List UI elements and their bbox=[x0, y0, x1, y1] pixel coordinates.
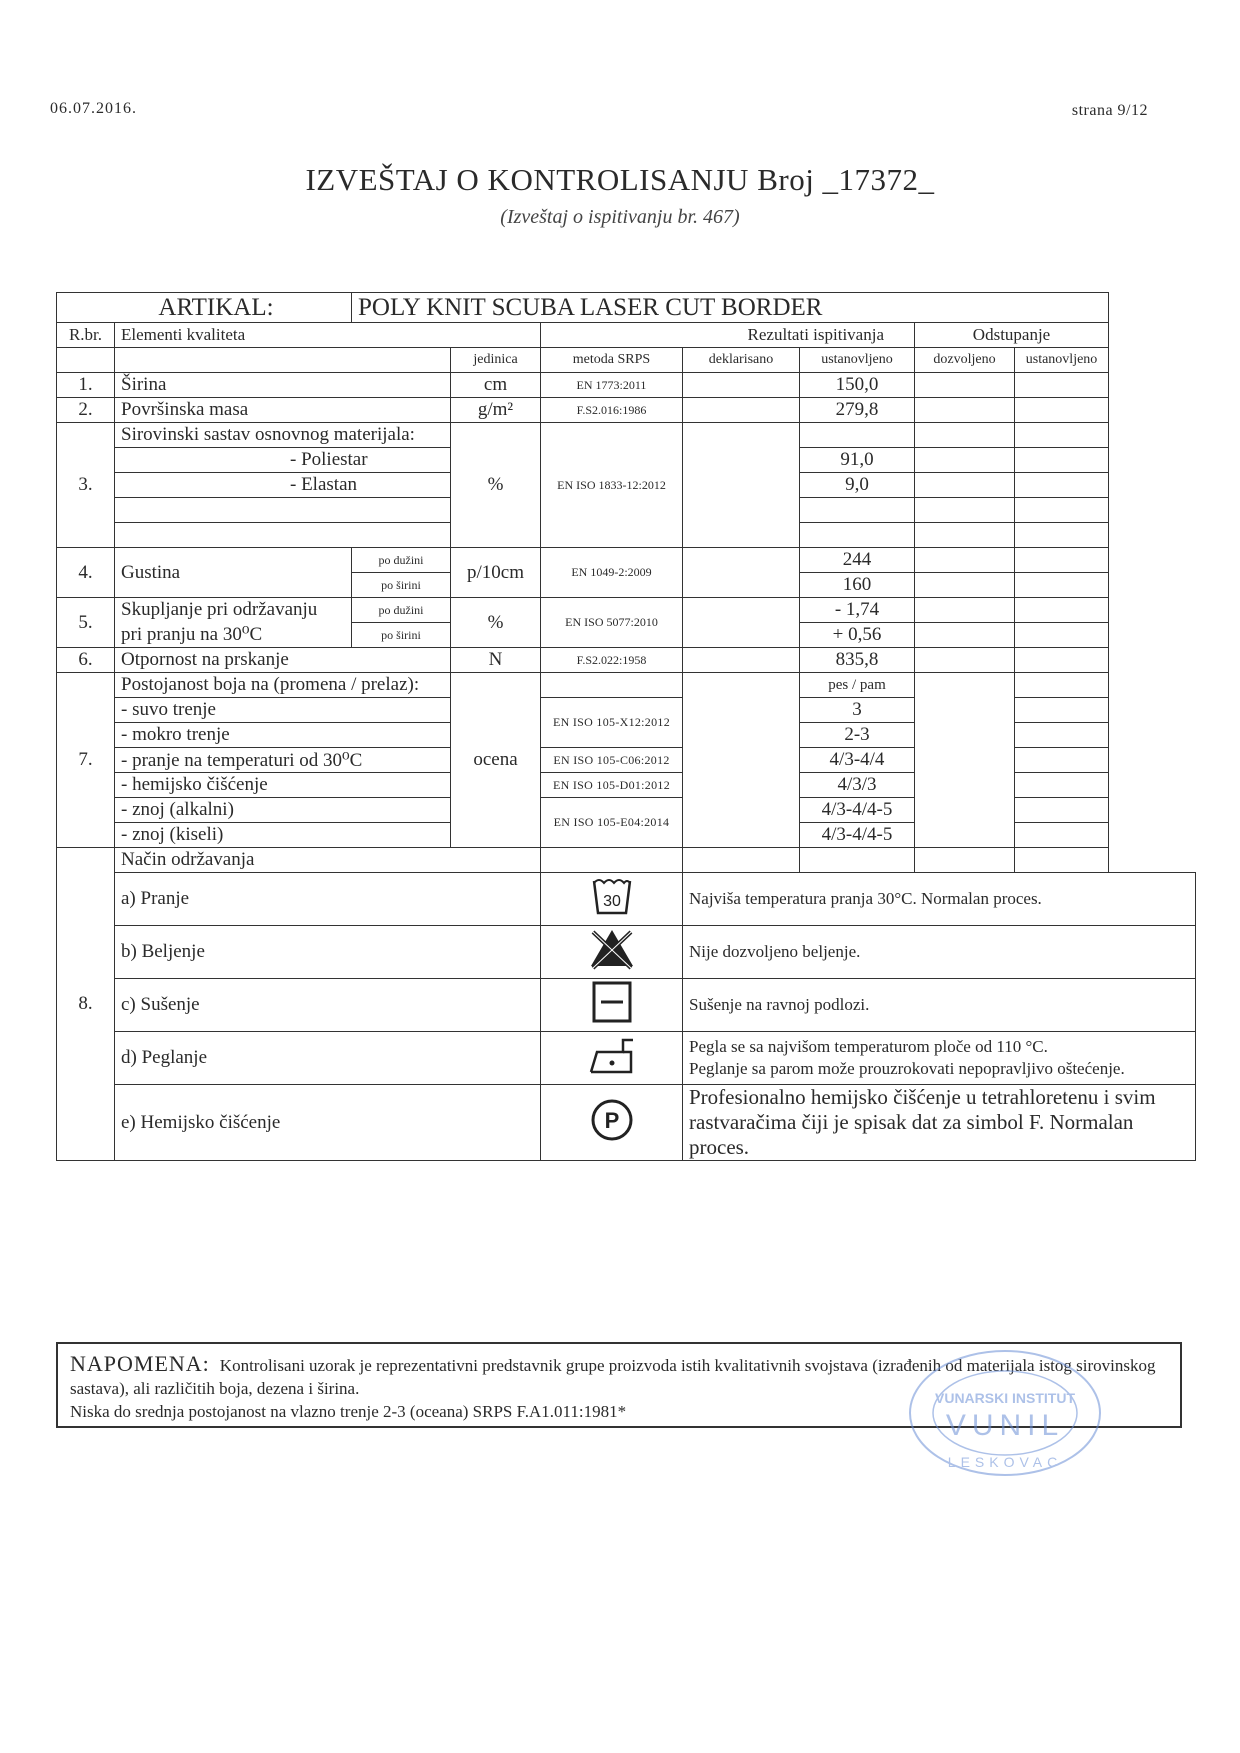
note-line2: Niska do srednja postojanost na vlazno trenje 2-3 (oceana) SRPS F.A1.011:1981* bbox=[70, 1402, 627, 1421]
table-row: - Elastan 9,0 bbox=[57, 473, 1196, 498]
table-row: 6. Otpornost na prskanje N F.S2.022:1958 835,8 bbox=[57, 648, 1196, 673]
table-row: 8. Način održavanja bbox=[57, 848, 1196, 873]
table-row: - znoj (kiseli) 4/3-4/4-5 bbox=[57, 823, 1196, 848]
col-declared: deklarisano bbox=[683, 348, 800, 373]
table-row: pri pranju na 30⁰C po širini + 0,56 bbox=[57, 623, 1196, 648]
col-unit: jedinica bbox=[451, 348, 541, 373]
table-row: - hemijsko čišćenje EN ISO 105-D01:2012 4/3/3 bbox=[57, 773, 1196, 798]
svg-text:VUNARSKI INSTITUT: VUNARSKI INSTITUT bbox=[935, 1390, 1075, 1406]
report-date: 06.07.2016. bbox=[50, 100, 137, 117]
table-row: po širini 160 bbox=[57, 573, 1196, 598]
care-row-bleaching: b) Beljenje Nije dozvoljeno beljenje. bbox=[57, 926, 1196, 979]
svg-text:P: P bbox=[604, 1107, 619, 1133]
dry-flat-icon bbox=[541, 979, 683, 1032]
table-row: - Poliestar 91,0 bbox=[57, 448, 1196, 473]
wash-30-icon bbox=[541, 873, 683, 926]
care-row-drying: c) Sušenje Sušenje na ravnoj podlozi. bbox=[57, 979, 1196, 1032]
care-row-drycleaning: e) Hemijsko čišćenje P Profesionalno hemijsko čišćenje u tetrahloretenu i svim rastvaračima čiji je spisak dat za simbol F. Normalan proces. bbox=[57, 1085, 1196, 1161]
care-row-washing: a) Pranje 30 Najviša temperatura pranja 30°C. Normalan proces. bbox=[57, 873, 1196, 926]
note-line1: Kontrolisani uzorak je reprezentativni predstavnik grupe proizvoda istih kvalitativnih svojstava (izrađenih od materijala istog sirovinskog sastava), ali različitih boja, dezena i širina. bbox=[70, 1356, 1156, 1398]
note-lead: NAPOMENA: bbox=[70, 1351, 210, 1376]
institute-stamp bbox=[905, 1345, 1105, 1495]
col-results: Rezultati ispitivanja bbox=[541, 323, 915, 348]
table-row: - znoj (alkalni) EN ISO 105-E04:2014 4/3-4/4-5 bbox=[57, 798, 1196, 823]
table-row: 1. Širina cm EN 1773:2011 150,0 bbox=[57, 373, 1196, 398]
care-row-ironing: d) Peglanje Pegla se sa najvišom temperaturom ploče od 110 °C. Peglanje sa parom može prouzrokovati nepopravljivo oštećenje. bbox=[57, 1032, 1196, 1085]
column-header-row bbox=[57, 323, 1196, 348]
quality-report-table bbox=[56, 292, 1196, 1161]
column-subheader-row bbox=[57, 348, 1196, 373]
table-row: - suvo trenje EN ISO 105-X12:2012 3 bbox=[57, 698, 1196, 723]
report-subtitle: (Izveštaj o ispitivanju br. 467) bbox=[500, 206, 740, 228]
table-row: - pranje na temperaturi od 30⁰C EN ISO 105-C06:2012 4/3-4/4 bbox=[57, 748, 1196, 773]
article-row bbox=[57, 293, 1196, 323]
table-row: 7. Postojanost boja na (promena / prelaz): ocena pes / pam bbox=[57, 673, 1196, 698]
table-row: 2. Površinska masa g/m² F.S2.016:1986 279,8 bbox=[57, 398, 1196, 423]
table-row: 3. Sirovinski sastav osnovnog materijala: % EN ISO 1833-12:2012 bbox=[57, 423, 1196, 448]
no-bleach-icon bbox=[541, 926, 683, 979]
col-rbr: R.br. bbox=[57, 323, 115, 348]
col-measured-deviation: ustanovljeno bbox=[1015, 348, 1109, 373]
svg-text:VUNIL: VUNIL bbox=[945, 1409, 1065, 1442]
article-value: POLY KNIT SCUBA LASER CUT BORDER bbox=[352, 293, 1109, 323]
col-deviation: Odstupanje bbox=[915, 323, 1109, 348]
report-title: IZVEŠTAJ O KONTROLISANJU Broj _17372_ bbox=[305, 162, 935, 197]
col-measured: ustanovljeno bbox=[800, 348, 915, 373]
col-method: metoda SRPS bbox=[541, 348, 683, 373]
col-elements: Elementi kvaliteta bbox=[115, 323, 541, 348]
col-allowed: dozvoljeno bbox=[915, 348, 1015, 373]
article-label: ARTIKAL: bbox=[57, 293, 352, 323]
svg-text:LESKOVAC: LESKOVAC bbox=[947, 1454, 1063, 1470]
iron-low-icon bbox=[541, 1032, 683, 1085]
page-number: strana 9/12 bbox=[1071, 102, 1148, 119]
table-row: 4. Gustina po dužini p/10cm EN 1049-2:2009 244 bbox=[57, 548, 1196, 573]
table-row: 5. Skupljanje pri održavanju po dužini % EN ISO 5077:2010 - 1,74 bbox=[57, 598, 1196, 623]
dry-clean-p-icon bbox=[541, 1085, 683, 1161]
table-row: - mokro trenje 2-3 bbox=[57, 723, 1196, 748]
svg-text:30: 30 bbox=[602, 893, 621, 910]
